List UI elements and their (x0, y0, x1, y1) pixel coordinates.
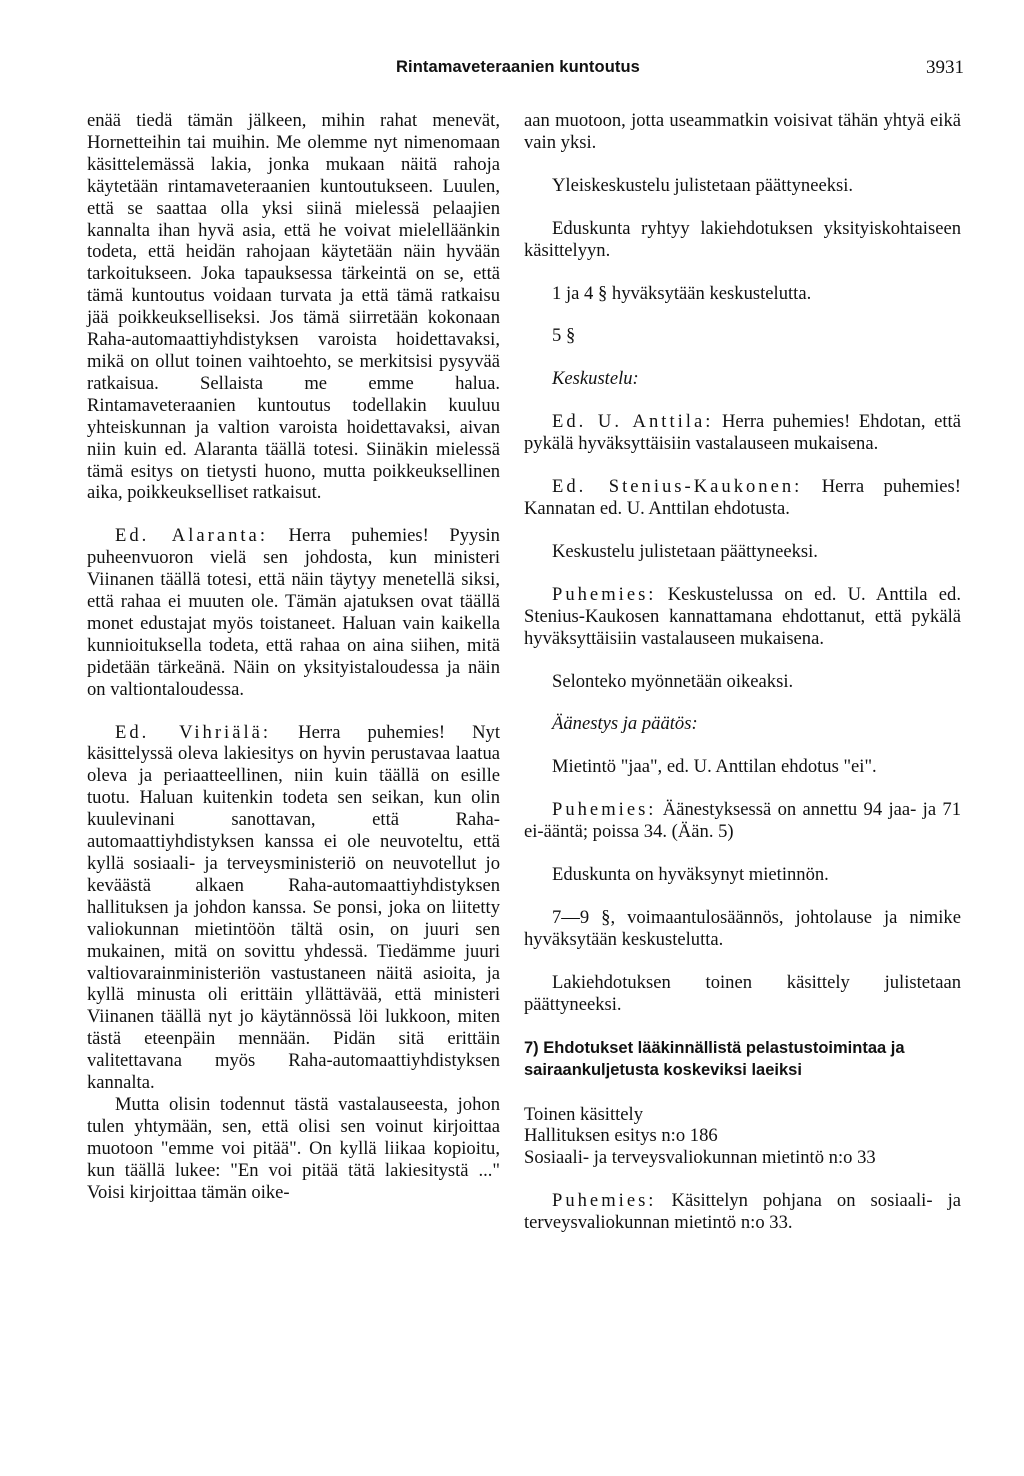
speech-puhemies (524, 1190, 961, 1234)
paragraph: Mietintö "jaa", ed. U. Anttilan ehdotus "ei". (552, 756, 877, 778)
speech-text: Herra puhemies! Pyysin puheenvuoron vielä sen johdosta, kun ministeri Viinanen täällä totesi, että näin täytyy menetellä siksi, että rahaa ei muuten ole. Tämän ajatuksen ovat täällä monet edustajat myös toistaneet. Haluan vain kaikella kunnioituksella todeta, että rahaa on aina siihen, mitä pidetään tärkeänä. Näin on yksityistaloudessa ja näin on valtiontaloudessa. (87, 525, 500, 700)
speech-alaranta (87, 525, 500, 700)
speech-text: Herra puhemies! Ehdotan, että pykälä hyväksyttäisiin vastalauseen mukaisena. (524, 411, 961, 455)
reference-line: Hallituksen esitys n:o 186 (524, 1125, 718, 1147)
speech-text: Käsittelyn pohjana on sosiaali- ja terveysvaliokunnan mietintö n:o 33. (524, 1190, 961, 1234)
document-references (524, 1104, 961, 1170)
speaker-name: Puhemies: (552, 1190, 657, 1212)
reference-line: Toinen käsittely (524, 1103, 644, 1125)
right-column (524, 110, 961, 1255)
speech-vihriala (87, 722, 500, 1094)
page-number: 3931 (926, 57, 964, 78)
speech-puhemies (524, 584, 961, 650)
paragraph: Yleiskeskustelu julistetaan päättyneeksi. (552, 174, 854, 196)
section-number: 5 § (552, 325, 576, 347)
running-header (0, 58, 1024, 88)
section-heading: 7) Ehdotukset lääkinnällistä pelastustoimintaa ja sairaankuljetusta koskeviksi laeiksi (524, 1038, 905, 1079)
speaker-name: Puhemies: (552, 583, 657, 605)
paragraph: 7—9 §, voimaantulosäännös, johtolause ja nimike hyväksytään keskustelutta. (524, 906, 961, 950)
paragraph: Eduskunta on hyväksynyt mietinnön. (552, 864, 829, 886)
speech-text: Herra puhemies! Kannatan ed. U. Anttilan ehdotusta. (524, 476, 961, 519)
reference-line: Sosiaali- ja terveysvaliokunnan mietintö n:o 33 (524, 1147, 876, 1169)
speech-anttila (524, 411, 961, 455)
paragraph: Mutta olisin todennut tästä vastalauseesta, johon tulen yhtymään, sen, että olisi sen voinut kirjoittaa muotoon "emme voi pitää". On kyllä liikaa kopioitu, kun täällä lukee: "En voi pitää tätä lakiesitystä ..." Voisi kirjoittaa tämän oike- (87, 1093, 500, 1203)
running-title: Rintamaveteraanien kuntoutus (396, 58, 640, 76)
left-column (87, 110, 500, 1204)
speech-puhemies (524, 799, 961, 843)
speech-stenius (524, 476, 961, 520)
speech-text: Äänestyksessä on annettu 94 jaa- ja 71 ei-ääntä; poissa 34. (Ään. 5) (524, 799, 961, 843)
paragraph: Selonteko myönnetään oikeaksi. (552, 670, 794, 692)
speaker-name: Ed. Alaranta: (115, 525, 268, 547)
speech-text: Keskustelussa on ed. U. Anttila ed. Stenius-Kaukosen kannattamana ehdottanut, että pykälä hyväksyttäisiin vastalauseen mukaisena. (524, 583, 961, 649)
paragraph: Keskustelu julistetaan päättyneeksi. (552, 540, 818, 562)
speech-text: Herra puhemies! Nyt käsittelyssä oleva lakiesitys on hyvin perustavaa laatua oleva ja periaatteellinen, niin kuin täällä on esille tuotu. Haluan kuitenkin todeta sen seikan, kun olin kuulevinani sanottavan, että Raha-automaattiyhdistyksen kanssa ei ole neuvoteltu, että kyllä sosiaali- ja terveysministeriö on neuvotellut jo keväästä alkaen Raha-automaattiyhdistyksen hallituksen ja johdon kanssa. Se ponsi, joka on liitetty valiokunnan mietintöön tältä osin, on juuri sen mukainen, mitä on sovittu yhdessä. Tiedämme juuri valtiovarainministeriön vastustaneen näitä asioita, ja kyllä minusta oli erittäin yllättävää, että ministeri Viinanen täällä nyt jo käytännössä löi lukkoon, miten tästä eteenpäin mennään. Pidän sitä erittäin valitettavana myös Raha-automaattiyhdistyksen kannalta. (87, 721, 501, 1094)
paragraph: 1 ja 4 § hyväksytään keskustelutta. (552, 282, 812, 304)
vote-label: Äänestys ja päätös: (552, 713, 698, 735)
speaker-name: Ed. Vihriälä: (115, 721, 272, 743)
speaker-name: Ed. U. Anttila: (552, 411, 714, 433)
paragraph: enää tiedä tämän jälkeen, mihin rahat menevät, Hornetteihin tai muihin. Me olemme nyt nimenomaan käsittelemässä lakia, jonka mukaan näitä rahoja käytetään rintamaveteraanien kuntoutukseen. Luulen, että se saattaa olla yksi siinä mielessä pelaajien kannalta ihan hyvä asia, että he voivat mielelläänkin todeta, että heidän rahojaan käytetään näin hyvään tarkoitukseen. Joka tapauksessa tärkeintä on se, että tämä kuntoutus voidaan turvata ja että tämä ratkaisu jää poikkeukselliseksi. Jos tämä siirretään kokonaan Raha-automaattiyhdistyksen varoista hoidettavaksi, mikä on ollut toinen vaihtoehto, se merkitsisi pysyvää ratkaisua. Sellaista me emme halua. Rintamaveteraanien kuntoutus todellakin kuuluu yhteiskunnan ja valtion varoista hoidettavaksi, aivan niin kuin ed. Alaranta täällä totesi. Siinäkin mielessä tämä esitys on tietysti huono, mutta poikkeuksellinen aika, poikkeukselliset ratkaisut. (87, 110, 500, 504)
paragraph: Eduskunta ryhtyy lakiehdotuksen yksityiskohtaiseen käsittelyyn. (524, 217, 961, 261)
paragraph: Lakiehdotuksen toinen käsittely julistetaan päättyneeksi. (524, 971, 961, 1015)
discussion-label: Keskustelu: (552, 368, 639, 390)
speaker-name: Puhemies: (552, 799, 657, 821)
speaker-name: Ed. Stenius-Kaukonen: (552, 476, 803, 498)
paragraph: aan muotoon, jotta useammatkin voisivat tähän yhtyä eikä vain yksi. (524, 110, 961, 153)
